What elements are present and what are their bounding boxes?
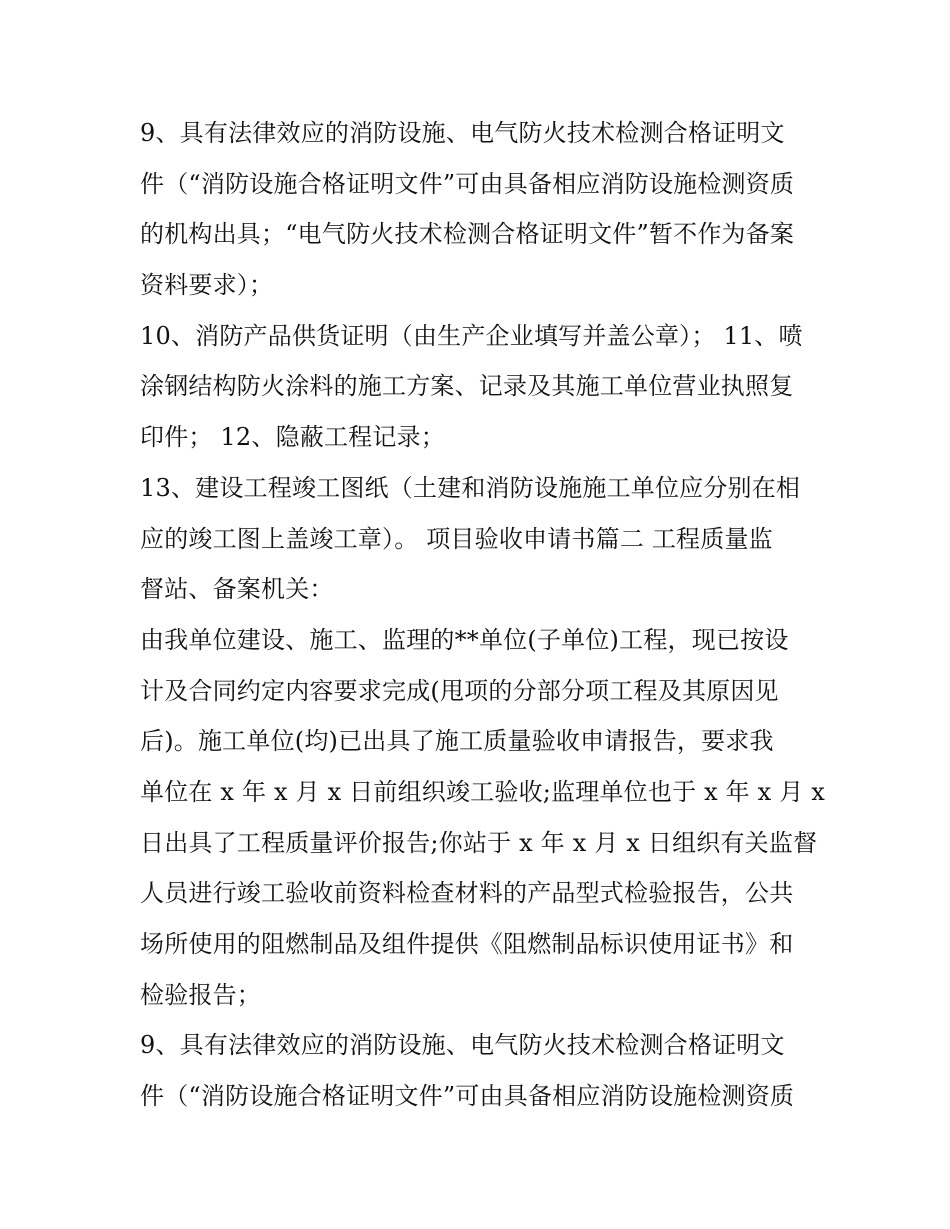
text-line: 场所使用的阻燃制品及组件提供《阻燃制品标识使用证书》和 xyxy=(140,930,794,958)
text-line: 督站、备案机关： xyxy=(140,575,334,604)
text-line: 9、具有法律效应的消防设施、电气防火技术检测合格证明文 xyxy=(140,1031,785,1060)
text-line: 件（“消防设施合格证明文件”可由具备相应消防设施检测资质 xyxy=(140,1082,795,1111)
text-line: 涂钢结构防火涂料的施工方案、记录及其施工单位营业执照复 xyxy=(140,372,794,401)
text-line: 件（“消防设施合格证明文件”可由具备相应消防设施检测资质 xyxy=(140,169,795,198)
text-line: 应的竣工图上盖竣工章）。 项目验收申请书篇二 工程质量监 xyxy=(140,524,773,553)
text-line: 由我单位建设、施工、监理的**单位(子单位)工程，现已按设 xyxy=(140,625,789,654)
text-line: 9、具有法律效应的消防设施、电气防火技术检测合格证明文 xyxy=(140,119,785,147)
document-body xyxy=(140,108,826,1122)
text-line: 人员进行竣工验收前资料检查材料的产品型式检验报告，公共 xyxy=(140,879,794,908)
text-line: 检验报告； xyxy=(140,980,261,1009)
text-line: 10、消防产品供货证明（由生产企业填写并盖公章）； 11、喷 xyxy=(140,321,803,350)
text-line: 印件； 12、隐蔽工程记录； xyxy=(140,423,445,452)
text-line: 13、建设工程竣工图纸（土建和消防设施施工单位应分别在相 xyxy=(140,473,801,502)
text-line: 计及合同约定内容要求完成(甩项的分部分项工程及其原因见 xyxy=(140,676,779,705)
text-line: 后)。施工单位(均)已出具了施工质量验收申请报告，要求我 xyxy=(140,727,774,756)
text-line: 单位在 x 年 x 月 x 日前组织竣工验收;监理单位也于 x 年 x 月 x xyxy=(140,777,826,806)
text-line: 资料要求）； xyxy=(140,271,274,300)
text-line: 日出具了工程质量评价报告;你站于 x 年 x 月 x 日组织有关监督 xyxy=(140,828,818,857)
text-line: 的机构出具；“电气防火技术检测合格证明文件”暂不作为备案 xyxy=(140,220,795,249)
